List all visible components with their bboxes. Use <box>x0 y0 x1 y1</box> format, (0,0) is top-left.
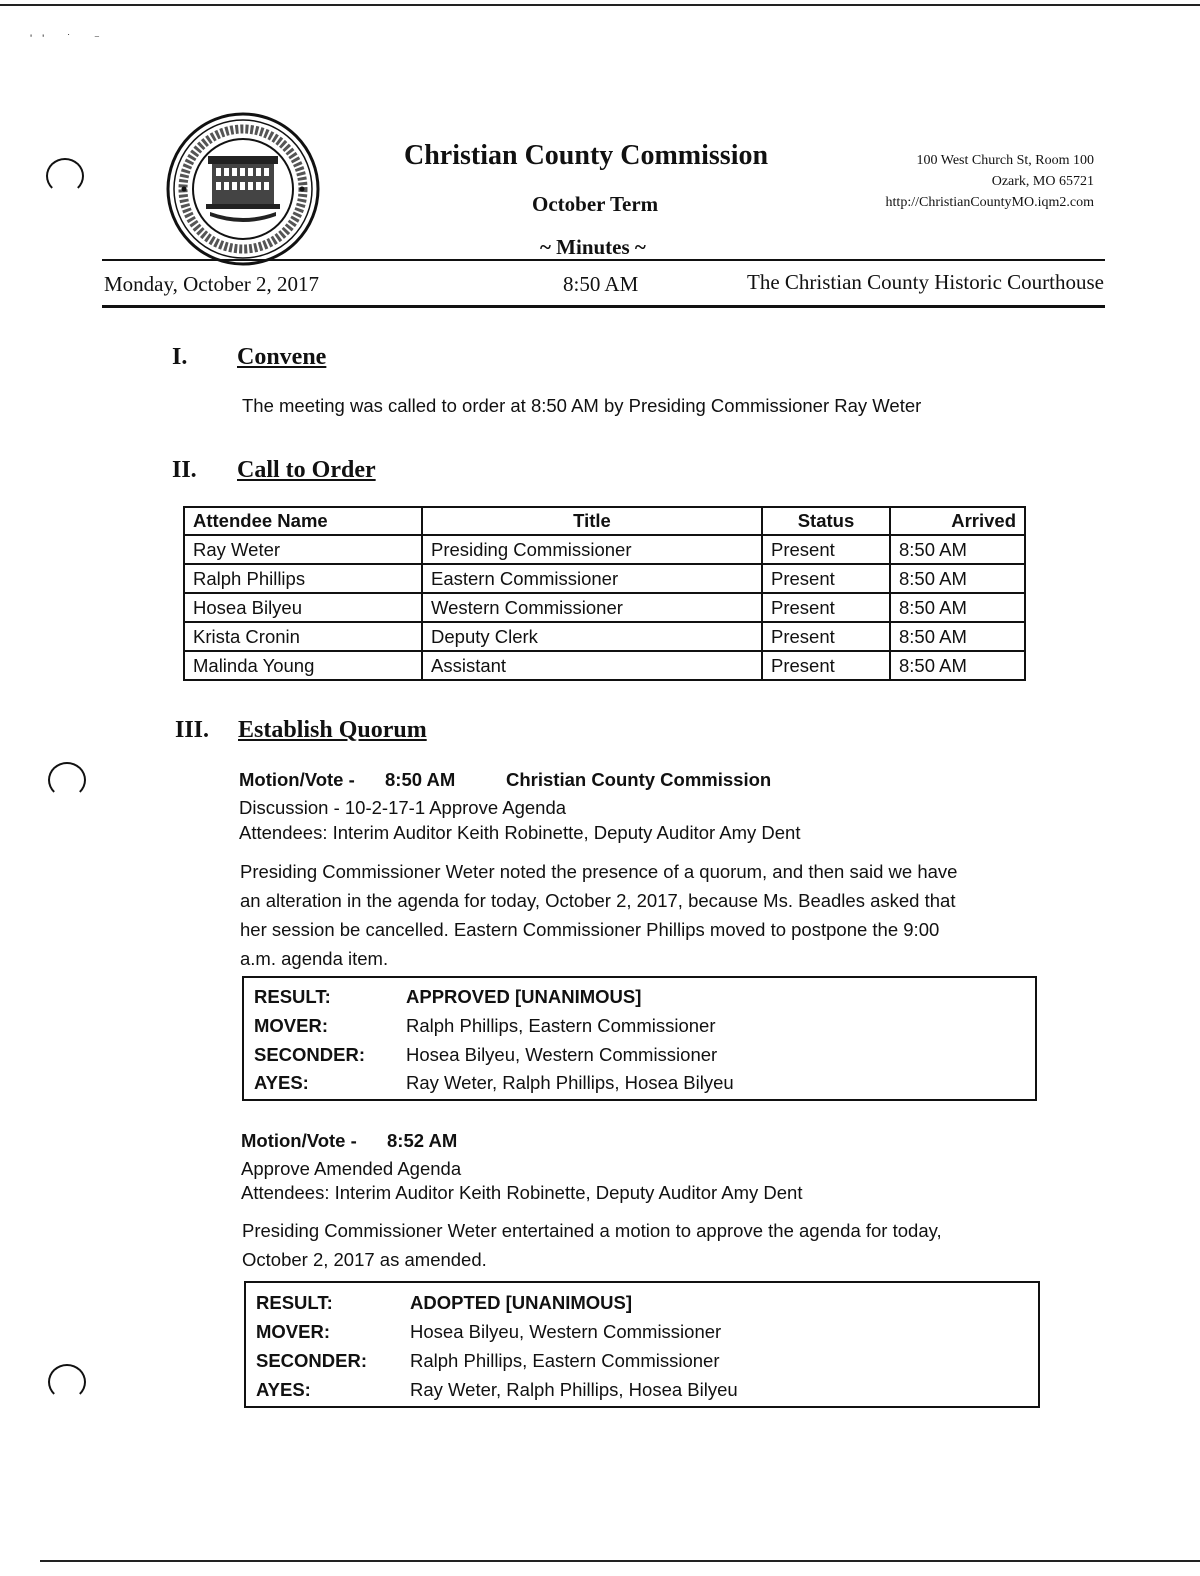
attendee-status: Present <box>762 593 890 622</box>
text-line: a.m. agenda item. <box>240 948 389 969</box>
punch-hole <box>48 1364 86 1400</box>
result-label: RESULT: <box>254 986 331 1007</box>
result-value: ADOPTED [UNANIMOUS] <box>410 1292 632 1313</box>
address-line: Ozark, MO 65721 <box>991 174 1094 189</box>
seconder-value: Ralph Phillips, Eastern Commissioner <box>410 1350 720 1371</box>
ayes-value: Ray Weter, Ralph Phillips, Hosea Bilyeu <box>410 1379 738 1400</box>
seconder-label: SECONDER: <box>256 1350 368 1371</box>
motion-attendees: Attendees: Interim Auditor Keith Robinette, Deputy Auditor Amy Dent <box>241 1182 803 1203</box>
attendee-arrived: 8:50 AM <box>890 651 1025 680</box>
address-line: 100 West Church St, Room 100 <box>916 153 1094 168</box>
motion-time: 8:52 AM <box>387 1130 458 1151</box>
motion-text <box>242 1216 942 1274</box>
mover-label: MOVER: <box>254 1015 328 1036</box>
mover-value: Hosea Bilyeu, Western Commissioner <box>410 1321 722 1342</box>
text-line: Presiding Commissioner Weter entertained a motion to approve the agenda for today, <box>242 1220 942 1241</box>
attendee-status: Present <box>762 651 890 680</box>
convene-text: The meeting was called to order at 8:50 AM by Presiding Commissioner Ray Weter <box>242 395 922 416</box>
attendee-title: Presiding Commissioner <box>422 535 762 564</box>
meeting-date: Monday, October 2, 2017 <box>104 272 320 296</box>
attendee-status: Present <box>762 564 890 593</box>
motion-discussion: Discussion - 10-2-17-1 Approve Agenda <box>239 797 567 818</box>
bottom-border <box>40 1560 1200 1562</box>
vote-result-box <box>242 976 1037 1101</box>
attendee-name: Ralph Phillips <box>184 564 422 593</box>
column-header: Arrived <box>890 507 1025 535</box>
motion-label: Motion/Vote - <box>241 1130 357 1151</box>
meeting-location: The Christian County Historic Courthouse <box>747 270 1104 294</box>
motion-time: 8:50 AM <box>385 769 456 790</box>
seconder-label: SECONDER: <box>254 1044 366 1065</box>
scan-marks: '' ˙ ⁻ <box>30 33 110 45</box>
column-header: Attendee Name <box>184 507 422 535</box>
punch-hole <box>48 762 86 798</box>
table-row <box>184 535 1025 564</box>
column-header: Status <box>762 507 890 535</box>
attendee-status: Present <box>762 535 890 564</box>
header-rule <box>102 305 1105 308</box>
attendee-name: Malinda Young <box>184 651 422 680</box>
table-row <box>184 622 1025 651</box>
section-number: III. <box>175 717 210 743</box>
header-rule <box>102 259 1105 261</box>
table-row <box>184 651 1025 680</box>
county-seal-icon <box>166 112 320 266</box>
commission-title: Christian County Commission <box>404 140 769 171</box>
motion-text <box>240 857 957 973</box>
attendee-name: Hosea Bilyeu <box>184 593 422 622</box>
attendee-arrived: 8:50 AM <box>890 622 1025 651</box>
attendee-title: Eastern Commissioner <box>422 564 762 593</box>
ayes-label: AYES: <box>256 1379 311 1400</box>
term-label: October Term <box>532 192 659 216</box>
attendee-arrived: 8:50 AM <box>890 535 1025 564</box>
section-title: Call to Order <box>237 457 376 483</box>
table-row <box>184 593 1025 622</box>
attendee-arrived: 8:50 AM <box>890 564 1025 593</box>
top-border <box>0 4 1200 6</box>
ayes-value: Ray Weter, Ralph Phillips, Hosea Bilyeu <box>406 1072 734 1093</box>
attendee-title: Deputy Clerk <box>422 622 762 651</box>
attendee-name: Ray Weter <box>184 535 422 564</box>
website-link[interactable]: http://ChristianCountyMO.iqm2.com <box>885 195 1094 210</box>
text-line: Presiding Commissioner Weter noted the presence of a quorum, and then said we have <box>240 861 958 882</box>
motion-attendees: Attendees: Interim Auditor Keith Robinette, Deputy Auditor Amy Dent <box>239 822 801 843</box>
attendee-title: Western Commissioner <box>422 593 762 622</box>
section-number: I. <box>172 344 188 370</box>
table-row <box>184 564 1025 593</box>
punch-hole <box>46 158 84 194</box>
seconder-value: Hosea Bilyeu, Western Commissioner <box>406 1044 718 1065</box>
attendee-name: Krista Cronin <box>184 622 422 651</box>
meeting-time: 8:50 AM <box>563 272 639 296</box>
result-value: APPROVED [UNANIMOUS] <box>406 986 642 1007</box>
motion-discussion: Approve Amended Agenda <box>241 1158 462 1179</box>
attendee-arrived: 8:50 AM <box>890 593 1025 622</box>
text-line: an alteration in the agenda for today, October 2, 2017, because Ms. Beadles asked that <box>240 890 956 911</box>
attendee-status: Present <box>762 622 890 651</box>
vote-result-box <box>244 1281 1040 1408</box>
ayes-label: AYES: <box>254 1072 309 1093</box>
mover-label: MOVER: <box>256 1321 330 1342</box>
text-line: October 2, 2017 as amended. <box>242 1249 487 1270</box>
motion-label: Motion/Vote - <box>239 769 355 790</box>
attendee-title: Assistant <box>422 651 762 680</box>
section-number: II. <box>172 457 197 483</box>
column-header: Title <box>422 507 762 535</box>
table-header-row <box>184 507 1025 535</box>
result-label: RESULT: <box>256 1292 333 1313</box>
address-block <box>886 150 1094 213</box>
motion-body: Christian County Commission <box>506 769 772 790</box>
attendee-table <box>183 506 1026 681</box>
text-line: her session be cancelled. Eastern Commissioner Phillips moved to postpone the 9:00 <box>240 919 940 940</box>
section-title: Establish Quorum <box>238 717 427 743</box>
mover-value: Ralph Phillips, Eastern Commissioner <box>406 1015 716 1036</box>
minutes-label: ~ Minutes ~ <box>540 235 646 259</box>
section-title: Convene <box>237 344 327 370</box>
